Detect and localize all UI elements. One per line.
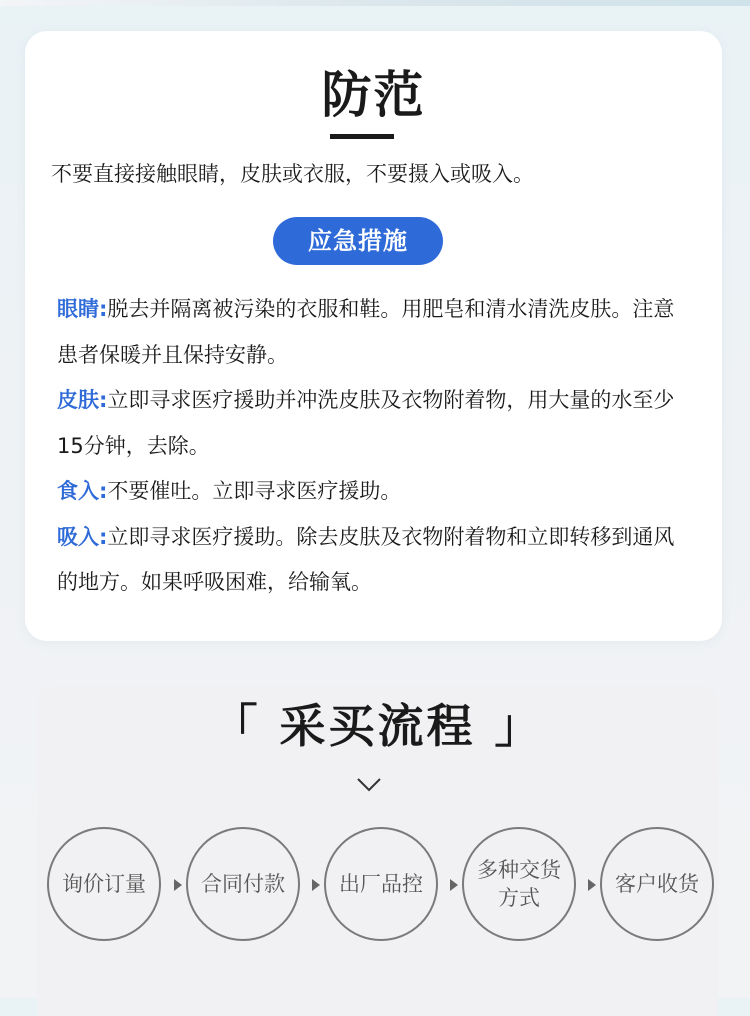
purchase-process-title: 「 采买流程 」 [211, 699, 544, 753]
measure-eyes [57, 287, 687, 378]
precautions-card [25, 31, 722, 641]
step-receipt [600, 827, 714, 941]
chevron-down-icon [355, 775, 383, 795]
measure-text: 立即寻求医疗援助。除去皮肤及衣物附着物和立即转移到通风的地方。如果呼吸困难，给输氧。 [57, 524, 675, 594]
step-inquiry [47, 827, 161, 941]
step-delivery [462, 827, 576, 941]
step-label: 合同付款 [201, 872, 285, 896]
step-label: 出厂品控 [339, 872, 423, 896]
measure-label: 皮肤: [57, 388, 108, 412]
precaution-text: 不要直接接触眼睛，皮肤或衣服，不要摄入或吸入。 [51, 162, 534, 186]
step-label: 多种交货方式 [477, 858, 561, 910]
triangle-right-icon [450, 879, 458, 891]
measure-label: 食入: [57, 479, 108, 503]
triangle-right-icon [588, 879, 596, 891]
purchase-process-section [37, 686, 718, 1016]
step-label: 询价订量 [62, 872, 146, 896]
measure-text: 脱去并隔离被污染的衣服和鞋。用肥皂和清水清洗皮肤。注意患者保暖并且保持安静。 [57, 297, 675, 367]
measure-label: 吸入: [57, 524, 108, 549]
precautions-title: 防范 [321, 66, 426, 124]
step-contract [186, 827, 300, 941]
measure-skin [57, 378, 687, 469]
emergency-measures-list [57, 287, 687, 606]
top-decor-strip [0, 0, 750, 6]
emergency-measures-badge: 应急措施 [273, 217, 443, 265]
step-quality-control [324, 827, 438, 941]
triangle-right-icon [312, 879, 320, 891]
measure-text: 不要催吐。立即寻求医疗援助。 [107, 479, 402, 503]
measure-ingestion [57, 469, 687, 515]
process-steps [47, 827, 717, 947]
measure-label: 眼睛: [57, 297, 108, 321]
step-label: 客户收货 [615, 872, 699, 896]
triangle-right-icon [174, 879, 182, 891]
measure-inhalation [57, 515, 687, 606]
title-underline [330, 134, 394, 139]
measure-text: 立即寻求医疗援助并冲洗皮肤及衣物附着物，用大量的水至少15分钟，去除。 [57, 388, 675, 458]
